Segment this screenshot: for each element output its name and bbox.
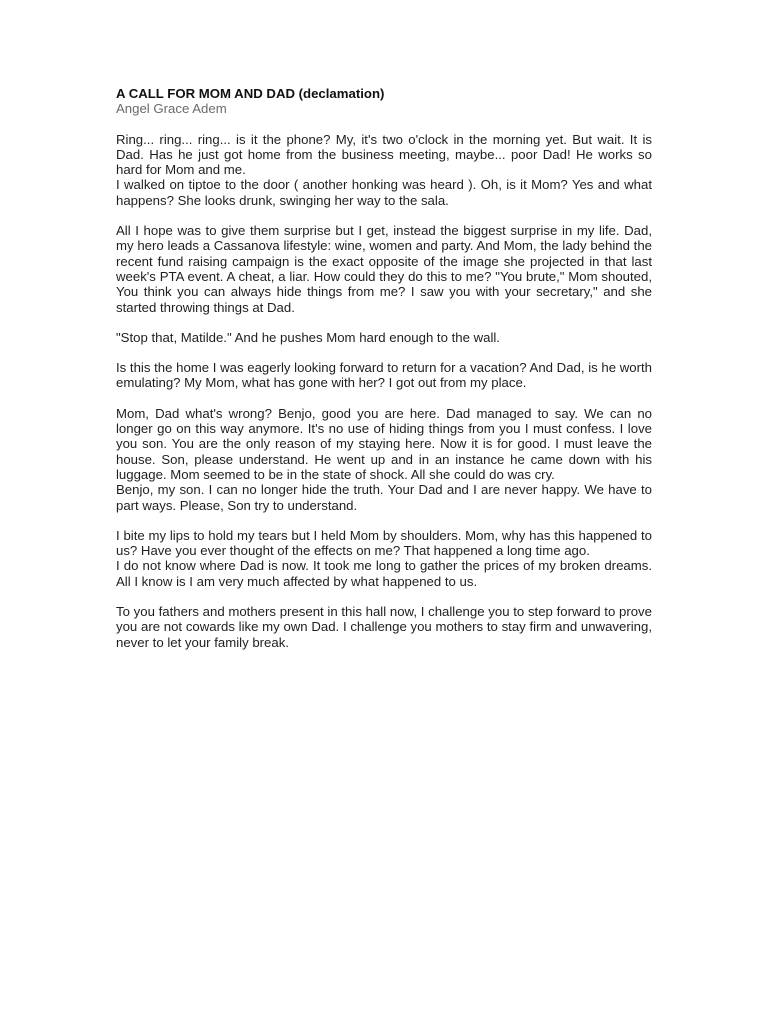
paragraph-text: Benjo, my son. I can no longer hide the truth. Your Dad and I are never happy. We have to part ways. Please, Son try to understand. <box>116 482 652 513</box>
paragraph <box>116 406 652 513</box>
paragraph <box>116 330 652 345</box>
document-content <box>116 86 652 665</box>
paragraph <box>116 528 652 589</box>
paragraph-text: I bite my lips to hold my tears but I held Mom by shoulders. Mom, why has this happened to us? Have you ever thought of the effects on me? That happened a long time ago. <box>116 527 652 559</box>
paragraph-text: To you fathers and mothers present in this hall now, I challenge you to step forward to prove you are not cowards like my own Dad. I challenge you mothers to stay firm and unwavering, never to let your family break. <box>116 604 652 650</box>
paragraph-text: All I hope was to give them surprise but I get, instead the biggest surprise in my life. Dad, my hero leads a Cassanova lifestyle: wine, women and party. And Mom, the lady behind the recent fund raising campaign is the exact opposite of the image she projected in that last week's PTA event. A cheat, a liar. How could they do this to me? "You brute," Mom shouted, You think you can always hide things from me? I saw you with your secretary," and she started throwing things at Dad. <box>116 223 652 315</box>
paragraph <box>116 604 652 650</box>
paragraph <box>116 360 652 391</box>
document-author: Angel Grace Adem <box>116 101 227 117</box>
paragraph-text: Mom, Dad what's wrong? Benjo, good you are here. Dad managed to say. We can no longer go on this way anymore. It's no use of hiding things from you I must confess. I love you son. You are the only reason of my staying here. Now it is for good. I must leave the house. Son, please understand. He went up and in an instance he came down with his luggage. Mom seemed to be in the state of shock. All she could do was cry. <box>116 405 652 482</box>
paragraph-text: "Stop that, Matilde." And he pushes Mom hard enough to the wall. <box>116 329 500 345</box>
paragraph-text: I do not know where Dad is now. It took me long to gather the prices of my broken dreams. All I know is I am very much affected by what happened to us. <box>116 558 652 589</box>
paragraph-text: Is this the home I was eagerly looking forward to return for a vacation? And Dad, is he worth emulating? My Mom, what has gone with her? I got out from my place. <box>116 360 652 391</box>
paragraph-text: I walked on tiptoe to the door ( another honking was heard ). Oh, is it Mom? Yes and what happens? She looks drunk, swinging her way to the sala. <box>116 177 652 208</box>
paragraph <box>116 223 652 315</box>
paragraph-text: Ring... ring... ring... is it the phone? My, it's two o'clock in the morning yet. But wait. It is Dad. Has he just got home from the business meeting, maybe... poor Dad! He works so hard for Mom and me. <box>116 131 652 178</box>
document-title: A CALL FOR MOM AND DAD (declamation) <box>116 86 385 101</box>
paragraph <box>116 132 652 208</box>
